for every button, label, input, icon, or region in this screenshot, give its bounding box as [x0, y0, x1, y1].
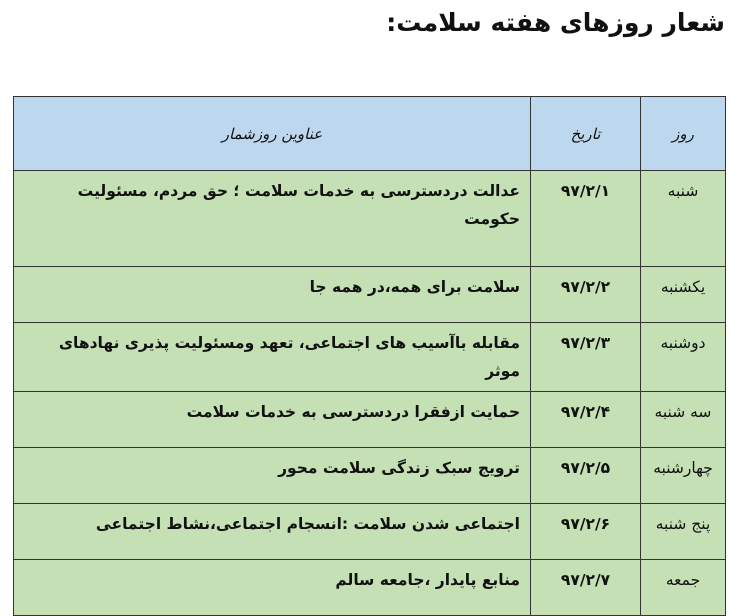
- page-title: شعار روزهای هفته سلامت:: [386, 8, 725, 37]
- date-cell: ۹۷/۲/۵: [531, 448, 641, 504]
- header-topic: عناوین روزشمار: [14, 97, 531, 171]
- date-cell: ۹۷/۲/۴: [531, 392, 641, 448]
- table-row: [14, 392, 726, 448]
- topic-cell: سلامت برای همه،در همه جا: [14, 267, 531, 323]
- day-cell: دوشنبه: [641, 323, 726, 392]
- topic-cell: عدالت دردسترسی به خدمات سلامت ؛ حق مردم، مسئولیت حکومت: [14, 171, 531, 267]
- table-row: [14, 323, 726, 392]
- date-cell: ۹۷/۲/۷: [531, 560, 641, 616]
- header-date: تاریخ: [531, 97, 641, 171]
- header-day: روز: [641, 97, 726, 171]
- day-cell: شنبه: [641, 171, 726, 267]
- topic-cell: حمایت ازفقرا دردسترسی به خدمات سلامت: [14, 392, 531, 448]
- topic-cell: منابع پایدار ،جامعه سالم: [14, 560, 531, 616]
- topic-cell: اجتماعی شدن سلامت :انسجام اجتماعی،نشاط اجتماعی: [14, 504, 531, 560]
- table-header-row: [14, 97, 726, 171]
- table-row: [14, 171, 726, 267]
- day-cell: چهارشنبه: [641, 448, 726, 504]
- day-cell: یکشنبه: [641, 267, 726, 323]
- health-week-table: [13, 96, 726, 616]
- table-row: [14, 560, 726, 616]
- date-cell: ۹۷/۲/۲: [531, 267, 641, 323]
- date-cell: ۹۷/۲/۱: [531, 171, 641, 267]
- date-cell: ۹۷/۲/۶: [531, 504, 641, 560]
- day-cell: پنج شنبه: [641, 504, 726, 560]
- topic-cell: ترویج سبک زندگی سلامت محور: [14, 448, 531, 504]
- table-row: [14, 448, 726, 504]
- day-cell: جمعه: [641, 560, 726, 616]
- date-cell: ۹۷/۲/۳: [531, 323, 641, 392]
- day-cell: سه شنبه: [641, 392, 726, 448]
- table-row: [14, 504, 726, 560]
- topic-cell: مقابله باآسیب های اجتماعی، تعهد ومسئولیت پذیری نهادهای موثر: [14, 323, 531, 392]
- table-row: [14, 267, 726, 323]
